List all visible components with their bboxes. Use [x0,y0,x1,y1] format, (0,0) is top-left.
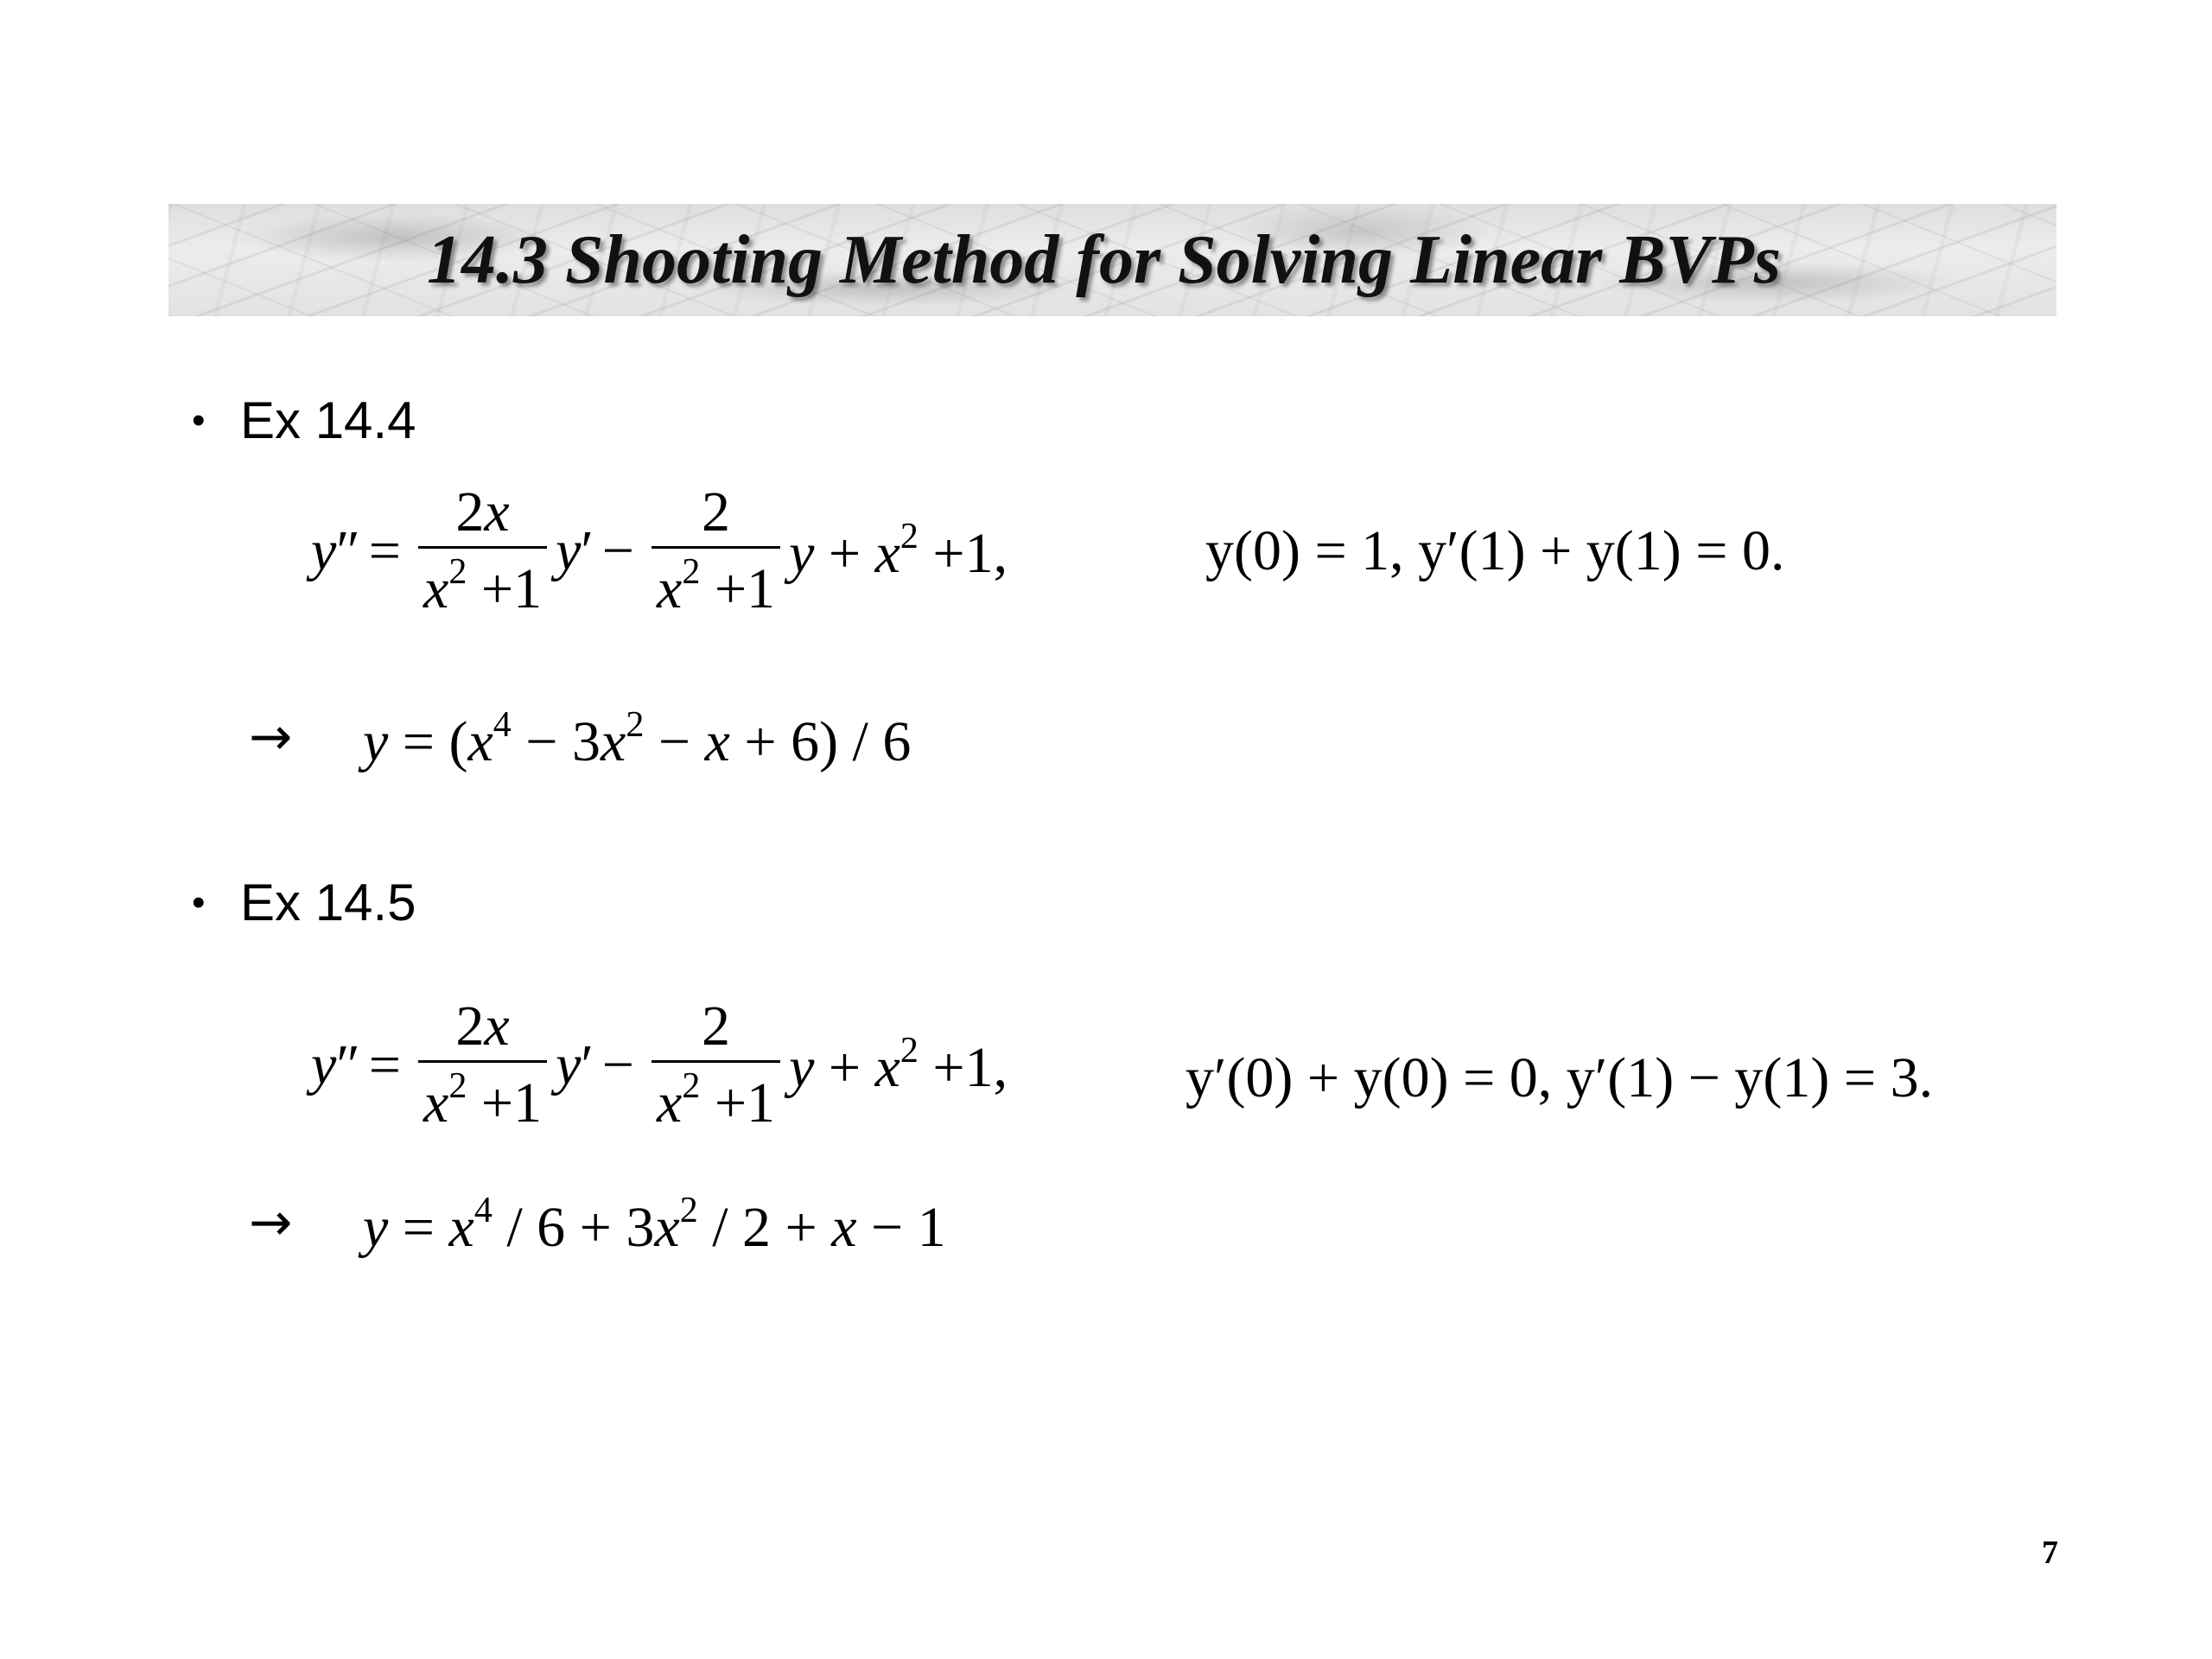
boundary-conditions-ex-14-5: y′(0) + y(0) = 0, y′(1) − y(1) = 3. [1185,1046,1934,1109]
solution-ex-14-5: $y = x^4 / 6 + 3x^2 / 2 + x - 1$ [363,1191,946,1259]
ode-ex-14-4: y″ = $\frac{2x}{x^2 +1}$ y′ − $\frac{2}{x^2 +1}$ $y + x^2 +1$, [311,480,1008,620]
arrow-right-icon: → [249,1192,293,1253]
bullet-ex-14-5 [192,873,416,932]
example-label: Ex 14.5 [240,874,416,931]
arrow-right-icon: → [249,707,293,767]
boundary-conditions-ex-14-4: y(0) = 1, y′(1) + y(1) = 0. [1205,519,1785,582]
bullet-icon: • [192,398,206,442]
bullet-icon: • [192,880,206,924]
bullet-ex-14-4 [192,391,416,450]
title-banner [168,204,2056,316]
example-label: Ex 14.4 [240,391,416,449]
ode-ex-14-5: y″ = $\frac{2x}{x^2 +1}$ y′ − $\frac{2}{x^2 +1}$ $y + x^2 +1$, [311,995,1008,1135]
slide-title: 14.3 Shooting Method for Solving Linear BVPs [427,221,1781,298]
solution-ex-14-4: $y = (x^4 - 3x^2 - x + 6) / 6$ [363,705,912,773]
page-number: 7 [2042,1535,2058,1571]
